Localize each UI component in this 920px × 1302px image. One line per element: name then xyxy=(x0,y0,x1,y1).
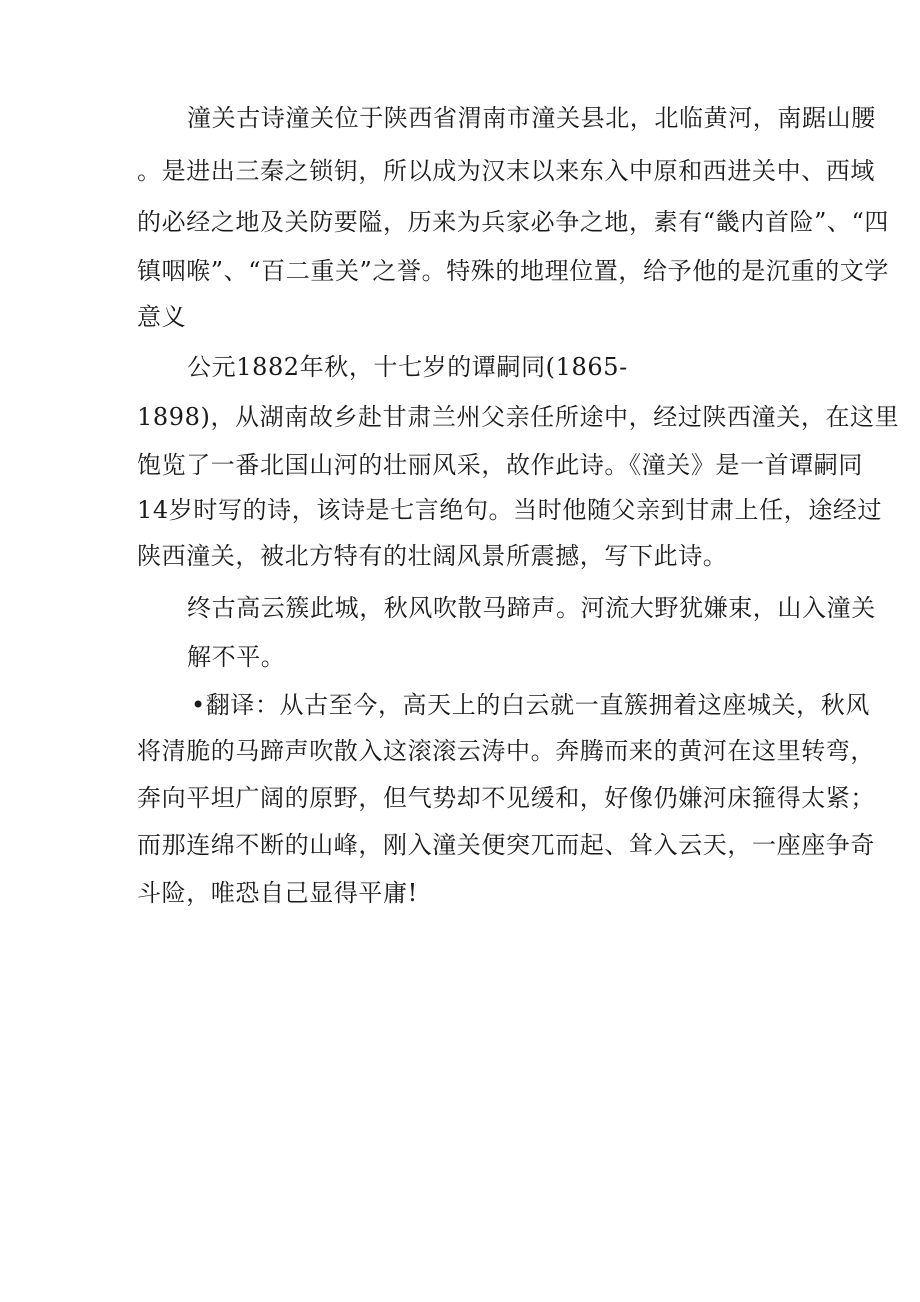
translation-line: •翻译：从古至今，高天上的白云就一直簇拥着这座城关，秋风 xyxy=(191,691,870,719)
paragraph-line: 14岁时写的诗，该诗是七言绝句。当时他随父亲到甘肃上任，途经过 xyxy=(137,496,883,524)
paragraph-line: 。是进出三秦之锁钥，所以成为汉末以来东入中原和西进关中、西域 xyxy=(137,157,875,185)
paragraph-line: 公元1882年秋，十七岁的谭嗣同(1865- xyxy=(187,353,628,381)
translation-line: 斗险，唯恐自己显得平庸! xyxy=(137,879,418,907)
translation-line: 将清脆的马蹄声吹散入这滚滚云涛中。奔腾而来的黄河在这里转弯， xyxy=(137,737,875,765)
paragraph-line: 1898)，从湖南故乡赴甘肃兰州父亲任所途中，经过陕西潼关，在这里 xyxy=(137,403,900,431)
translation-line: 奔向平坦广阔的原野，但气势却不见缓和，好像仍嫌河床箍得太紧； xyxy=(137,784,875,812)
poem-line: 解不平。 xyxy=(187,643,286,671)
translation-line: 而那连绵不断的山峰，刚入潼关便突兀而起、耸入云天，一座座争奇 xyxy=(137,831,875,859)
paragraph-line: 意义 xyxy=(137,303,187,331)
poem-line: 终古高云簇此城，秋风吹散马蹄声。河流大野犹嫌束，山入潼关 xyxy=(187,594,876,622)
paragraph-line: 的必经之地及关防要隘，历来为兵家必争之地，素有“畿内首险”、“四 xyxy=(137,208,890,236)
paragraph-line: 镇咽喉”、“百二重关”之誉。特殊的地理位置，给予他的是沉重的文学 xyxy=(137,257,890,285)
paragraph-line: 饱览了一番北国山河的壮丽风采，故作此诗。《潼关》是一首谭嗣同 xyxy=(137,451,863,479)
paragraph-line: 陕西潼关，被北方特有的壮阔风景所震撼，写下此诗。 xyxy=(137,542,728,570)
paragraph-line: 潼关古诗潼关位于陕西省渭南市潼关县北，北临黄河，南踞山腰 xyxy=(187,104,876,132)
